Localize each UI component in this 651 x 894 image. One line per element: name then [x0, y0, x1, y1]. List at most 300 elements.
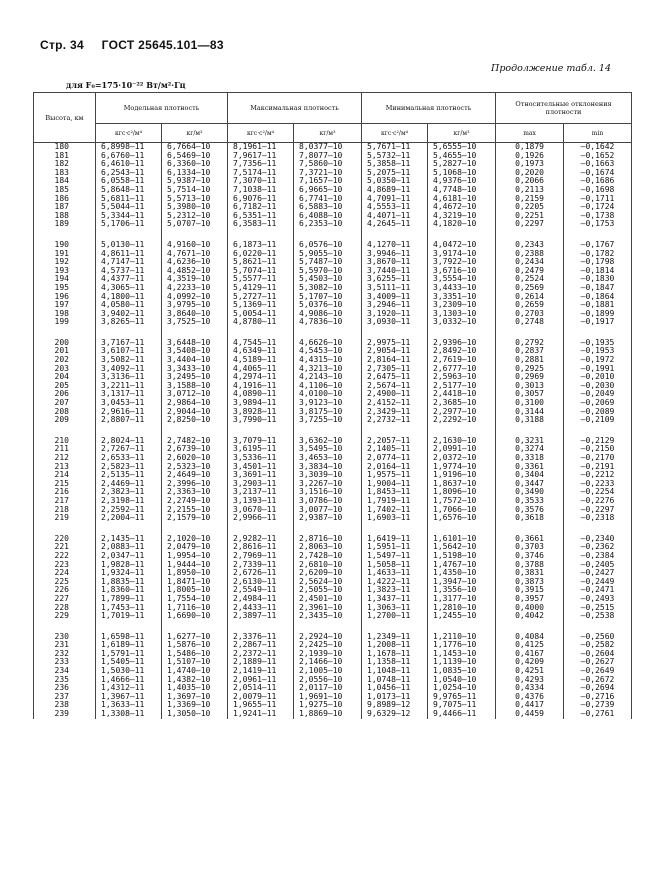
table-cell: 3,8670—11	[362, 258, 428, 267]
table-cell: 0,4125	[496, 641, 564, 650]
table-cell: 188	[34, 212, 96, 221]
table-cell: 1,3177—10	[428, 595, 496, 604]
table-cell: —0,1674	[564, 169, 632, 178]
table-cell: 5,6811—11	[96, 195, 162, 204]
table-cell: —0,1972	[564, 356, 632, 365]
table-cell: 0,3873	[496, 578, 564, 587]
table-cell: 2,6777—10	[428, 365, 496, 374]
table-cell: 2,8616—11	[228, 543, 294, 552]
table-cell: 1,9828—11	[96, 561, 162, 570]
table-cell: 4,4071—11	[362, 212, 428, 221]
table-cell: 3,1588—10	[162, 382, 228, 391]
table-cell: 4,1916—11	[228, 382, 294, 391]
table-cell: 2,9616—11	[96, 408, 162, 417]
table-cell: 7,5174—11	[228, 169, 294, 178]
table-cell: 0,4293	[496, 676, 564, 685]
table-body	[34, 143, 632, 719]
table-cell: 1,5497—11	[362, 552, 428, 561]
table-cell: —0,1830	[564, 275, 632, 284]
page-number: Стр. 34	[40, 38, 84, 52]
table-cell: 232	[34, 650, 96, 659]
table-cell: 2,2977—10	[428, 408, 496, 417]
table-row	[34, 416, 632, 425]
table-cell: 4,8689—11	[362, 186, 428, 195]
table-cell: 201	[34, 347, 96, 356]
table-cell: 2,0774—11	[362, 454, 428, 463]
table-cell: 2,8807—11	[96, 416, 162, 425]
table-cell: 3,9894—11	[228, 399, 294, 408]
table-cell: 5,5577—11	[228, 275, 294, 284]
table-cell: 0,1926	[496, 152, 564, 161]
table-cell: 1,9241—11	[228, 710, 294, 719]
table-cell: 1,4382—10	[162, 676, 228, 685]
table-cell: 1,2810—10	[428, 604, 496, 613]
table-cell: 5,5044—11	[96, 203, 162, 212]
table-cell: 6,8998—11	[96, 143, 162, 152]
table-cell: 3,8265—11	[96, 318, 162, 327]
table-cell: —0,2030	[564, 382, 632, 391]
table-cell: 0,2881	[496, 356, 564, 365]
table-cell: 2,9044—10	[162, 408, 228, 417]
table-cell: 3,8928—11	[228, 408, 294, 417]
table-cell: 1,5876—10	[162, 641, 228, 650]
table-cell: 3,4501—11	[228, 463, 294, 472]
table-cell: 3,5082—11	[96, 356, 162, 365]
table-cell: 5,4503—10	[294, 275, 362, 284]
table-cell: 206	[34, 390, 96, 399]
table-cell: 3,4009—11	[362, 293, 428, 302]
table-cell: 0,3746	[496, 552, 564, 561]
table-cell: 1,3967—11	[96, 693, 162, 702]
table-cell: 2,7619—10	[428, 356, 496, 365]
table-cell: 1,1048—11	[362, 667, 428, 676]
table-cell: 3,7922—10	[428, 258, 496, 267]
table-cell: 2,8716—10	[294, 523, 362, 544]
table-cell: 0,3447	[496, 480, 564, 489]
table-cell: 4,3065—11	[96, 284, 162, 293]
table-cell: —0,2739	[564, 701, 632, 710]
table-cell: —0,2276	[564, 497, 632, 506]
table-cell: 2,7428—10	[294, 552, 362, 561]
table-cell: 186	[34, 195, 96, 204]
table-cell: 0,2614	[496, 293, 564, 302]
table-cell: 2,3198—11	[96, 497, 162, 506]
table-cell: —0,1798	[564, 258, 632, 267]
table-cell: 2,2924—10	[294, 621, 362, 642]
table-cell: 3,9795—10	[162, 301, 228, 310]
table-cell: 9,7075—11	[428, 701, 496, 710]
table-cell: 2,3429—11	[362, 408, 428, 417]
table-cell: 196	[34, 293, 96, 302]
table-cell: 2,2867—11	[228, 641, 294, 650]
table-cell: 4,3219—10	[428, 212, 496, 221]
table-cell: 5,2075—11	[362, 169, 428, 178]
table-cell: 238	[34, 701, 96, 710]
gost-code: ГОСТ 25645.101—83	[101, 38, 224, 52]
table-cell: 0,1879	[496, 143, 564, 152]
table-cell: 211	[34, 445, 96, 454]
table-cell: 2,9966—11	[228, 514, 294, 523]
table-cell: 2,5323—10	[162, 463, 228, 472]
table-cell: 1,2700—11	[362, 612, 428, 621]
table-cell: 2,0347—11	[96, 552, 162, 561]
table-cell: 1,8869—10	[294, 710, 362, 719]
table-cell: 4,8780—11	[228, 318, 294, 327]
table-cell: 231	[34, 641, 96, 650]
table-cell: 2,6209—10	[294, 569, 362, 578]
table-cell: 7,5860—10	[294, 160, 362, 169]
table-cell: 3,7255—10	[294, 416, 362, 425]
table-cell: 3,5495—10	[294, 445, 362, 454]
table-cell: 3,9402—11	[96, 310, 162, 319]
table-row	[34, 220, 632, 229]
table-cell: 6,3583—11	[228, 220, 294, 229]
table-cell: 5,0376—10	[294, 301, 362, 310]
table-cell: 208	[34, 408, 96, 417]
table-cell: 1,3369—10	[162, 701, 228, 710]
table-cell: 2,8492—10	[428, 347, 496, 356]
table-cell: 2,0514—11	[228, 684, 294, 693]
table-cell: 1,0173—11	[362, 693, 428, 702]
table-cell: 4,8611—11	[96, 250, 162, 259]
table-cell: 198	[34, 310, 96, 319]
table-cell: 2,4501—10	[294, 595, 362, 604]
table-cell: 2,1889—11	[228, 658, 294, 667]
table-cell: 2,6739—10	[162, 445, 228, 454]
table-cell: 0,2479	[496, 267, 564, 276]
table-cell: 2,5549—11	[228, 586, 294, 595]
table-cell: 5,4655—10	[428, 152, 496, 161]
table-cell: 1,1678—11	[362, 650, 428, 659]
table-cell: 2,4433—11	[228, 604, 294, 613]
table-cell: 4,2143—10	[294, 373, 362, 382]
table-cell: 1,5951—11	[362, 543, 428, 552]
table-cell: 236	[34, 684, 96, 693]
table-cell: 2,2004—11	[96, 514, 162, 523]
table-cell: 1,6101—10	[428, 523, 496, 544]
table-cell: 4,3213—10	[294, 365, 362, 374]
table-cell: 0,4459	[496, 710, 564, 719]
table-cell: 2,3685—10	[428, 399, 496, 408]
table-cell: —0,2538	[564, 612, 632, 621]
table-cell: 1,5107—10	[162, 658, 228, 667]
table-cell: —0,1767	[564, 229, 632, 250]
table-cell: 1,8096—10	[428, 488, 496, 497]
table-cell: 4,0100—10	[294, 390, 362, 399]
table-cell: 1,0254—10	[428, 684, 496, 693]
table-cell: 5,9387—10	[162, 177, 228, 186]
table-cell: —0,1686	[564, 177, 632, 186]
table-cell: —0,1642	[564, 143, 632, 152]
unit-kg: кг/м³	[428, 124, 496, 143]
table-cell: 1,3823—11	[362, 586, 428, 595]
table-cell: 223	[34, 561, 96, 570]
table-cell: 5,1068—10	[428, 169, 496, 178]
table-cell: 233	[34, 658, 96, 667]
table-row	[34, 514, 632, 523]
table-cell: 6,6760—11	[96, 152, 162, 161]
table-cell: 0,4000	[496, 604, 564, 613]
table-cell: 6,0576—10	[294, 229, 362, 250]
table-cell: 4,6349—11	[228, 347, 294, 356]
table-cell: 1,9691—10	[294, 693, 362, 702]
table-cell: 0,2066	[496, 177, 564, 186]
table-cell: 2,3961—10	[294, 604, 362, 613]
table-cell: 1,6419—11	[362, 523, 428, 544]
table-cell: 5,0130—11	[96, 229, 162, 250]
table-cell: 5,6555—10	[428, 143, 496, 152]
table-cell: 0,2020	[496, 169, 564, 178]
table-cell: 4,2974—11	[228, 373, 294, 382]
col-min: min	[564, 124, 632, 143]
table-cell: 199	[34, 318, 96, 327]
table-cell: 0,2659	[496, 301, 564, 310]
table-cell: 2,9054—11	[362, 347, 428, 356]
table-cell: 2,2749—10	[162, 497, 228, 506]
table-cell: 5,8621—11	[228, 258, 294, 267]
table-cell: —0,1724	[564, 203, 632, 212]
table-cell: 213	[34, 463, 96, 472]
table-cell: 0,3788	[496, 561, 564, 570]
col-max-density: Максимальная плотность	[228, 93, 362, 124]
table-cell: 7,3070—11	[228, 177, 294, 186]
table-cell: 2,5963—10	[428, 373, 496, 382]
table-cell: 224	[34, 569, 96, 578]
table-cell: 1,6690—10	[162, 612, 228, 621]
table-cell: 1,3437—11	[362, 595, 428, 604]
table-cell: —0,1698	[564, 186, 632, 195]
table-cell: 0,4167	[496, 650, 564, 659]
table-cell: 7,9617—11	[228, 152, 294, 161]
table-cell: 1,9444—10	[162, 561, 228, 570]
table-cell: 1,3697—10	[162, 693, 228, 702]
table-cell: 8,1961—11	[228, 143, 294, 152]
table-cell: 6,0558—11	[96, 177, 162, 186]
table-cell: 3,1920—11	[362, 310, 428, 319]
table-cell: 3,0332—10	[428, 318, 496, 327]
table-cell: 185	[34, 186, 96, 195]
table-cell: 3,0712—10	[162, 390, 228, 399]
table-cell: 2,2592—11	[96, 506, 162, 515]
table-cell: —0,2694	[564, 684, 632, 693]
table-cell: 2,7267—11	[96, 445, 162, 454]
table-cell: 4,9086—10	[294, 310, 362, 319]
table-cell: 0,2569	[496, 284, 564, 293]
table-cell: —0,2049	[564, 390, 632, 399]
table-cell: 3,0786—10	[294, 497, 362, 506]
table-cell: 1,0540—10	[428, 676, 496, 685]
table-cell: 1,2455—10	[428, 612, 496, 621]
table-cell: 6,7182—11	[228, 203, 294, 212]
table-cell: —0,2191	[564, 463, 632, 472]
table-cell: 1,3063—11	[362, 604, 428, 613]
table-cell: 3,7079—11	[228, 425, 294, 446]
table-cell: 1,8360—11	[96, 586, 162, 595]
table-cell: 0,2205	[496, 203, 564, 212]
table-cell: 3,2946—11	[362, 301, 428, 310]
table-cell: 2,1005—10	[294, 667, 362, 676]
table-cell: 1,5791—11	[96, 650, 162, 659]
table-cell: 3,5111—11	[362, 284, 428, 293]
table-cell: 4,5453—10	[294, 347, 362, 356]
table-cell: 5,5713—10	[162, 195, 228, 204]
table-cell: 5,7074—11	[228, 267, 294, 276]
table-cell: 4,7671—10	[162, 250, 228, 259]
table-cell: 3,7525—10	[162, 318, 228, 327]
table-cell: 200	[34, 327, 96, 348]
table-cell: 2,4469—11	[96, 480, 162, 489]
table-cell: 5,0350—11	[362, 177, 428, 186]
table-cell: 2,5674—11	[362, 382, 428, 391]
table-cell: 2,6726—11	[228, 569, 294, 578]
table-cell: 6,1873—11	[228, 229, 294, 250]
table-cell: 0,3618	[496, 514, 564, 523]
table-cell: 9,9765—11	[428, 693, 496, 702]
table-cell: 237	[34, 693, 96, 702]
table-cell: 2,9975—11	[362, 327, 428, 348]
table-cell: 6,9665—10	[294, 186, 362, 195]
table-cell: 5,5732—11	[362, 152, 428, 161]
table-cell: 2,0991—10	[428, 445, 496, 454]
table-cell: 5,1369—11	[228, 301, 294, 310]
table-cell: 190	[34, 229, 96, 250]
table-cell: 2,5177—10	[428, 382, 496, 391]
table-cell: 2,1020—10	[162, 523, 228, 544]
table-cell: 6,2543—11	[96, 169, 162, 178]
table-cell: 0,4334	[496, 684, 564, 693]
table-cell: 0,3915	[496, 586, 564, 595]
table-cell: 6,9076—11	[228, 195, 294, 204]
table-cell: 3,2495—10	[162, 373, 228, 382]
table-cell: —0,2069	[564, 399, 632, 408]
table-cell: —0,2716	[564, 693, 632, 702]
table-row	[34, 327, 632, 348]
table-cell: 0,2159	[496, 195, 564, 204]
table-cell: 6,1334—10	[162, 169, 228, 178]
table-cell: 1,7554—10	[162, 595, 228, 604]
table-cell: 5,5970—10	[294, 267, 362, 276]
table-cell: 2,9387—10	[294, 514, 362, 523]
table-cell: 2,5135—11	[96, 471, 162, 480]
table-cell: 2,0079—11	[228, 693, 294, 702]
table-cell: 0,3490	[496, 488, 564, 497]
table-cell: 2,9396—10	[428, 327, 496, 348]
table-cell: 1,7019—11	[96, 612, 162, 621]
table-cell: 3,7990—11	[228, 416, 294, 425]
table-cell: 1,7899—11	[96, 595, 162, 604]
table-cell: —0,1663	[564, 160, 632, 169]
table-cell: 3,3834—10	[294, 463, 362, 472]
table-cell: 3,0077—10	[294, 506, 362, 515]
table-cell: 2,3823—11	[96, 488, 162, 497]
table-cell: 5,3344—11	[96, 212, 162, 221]
table-cell: 184	[34, 177, 96, 186]
table-cell: 4,9160—10	[162, 229, 228, 250]
table-cell: 4,4377—11	[96, 275, 162, 284]
table-cell: 2,6533—11	[96, 454, 162, 463]
table-cell: 0,4251	[496, 667, 564, 676]
table-cell: 216	[34, 488, 96, 497]
table-cell: 2,1466—10	[294, 658, 362, 667]
table-cell: 2,2292—10	[428, 416, 496, 425]
table-cell: 0,2251	[496, 212, 564, 221]
table-cell: 3,1317—11	[96, 390, 162, 399]
table-cell: 217	[34, 497, 96, 506]
table-cell: 1,1776—10	[428, 641, 496, 650]
table-cell: 5,7514—10	[162, 186, 228, 195]
table-cell: 1,8471—10	[162, 578, 228, 587]
table-cell: —0,2427	[564, 569, 632, 578]
table-cell: 3,9946—11	[362, 250, 428, 259]
table-cell: 2,2057—11	[362, 425, 428, 446]
table-cell: 0,3100	[496, 399, 564, 408]
table-cell: 3,0670—11	[228, 506, 294, 515]
table-cell: —0,2384	[564, 552, 632, 561]
table-cell: 1,9954—10	[162, 552, 228, 561]
table-cell: 9,8989—12	[362, 701, 428, 710]
table-cell: 3,6107—11	[96, 347, 162, 356]
table-cell: 1,6598—11	[96, 621, 162, 642]
table-cell: 220	[34, 523, 96, 544]
table-cell: 0,3361	[496, 463, 564, 472]
col-rel-dev: Относительные отклонения плотности	[496, 93, 632, 124]
table-cell: 4,2233—10	[162, 284, 228, 293]
table-cell: 0,3318	[496, 454, 564, 463]
table-cell: 4,2645—11	[362, 220, 428, 229]
table-cell: 1,7402—11	[362, 506, 428, 515]
table-row	[34, 425, 632, 446]
table-cell: —0,1917	[564, 318, 632, 327]
table-cell: 1,5405—11	[96, 658, 162, 667]
table-cell: 2,3376—11	[228, 621, 294, 642]
table-cell: —0,2471	[564, 586, 632, 595]
unit-kgs: кгс·с²/м⁴	[362, 124, 428, 143]
table-cell: 2,5624—10	[294, 578, 362, 587]
table-cell: 1,8637—10	[428, 480, 496, 489]
table-cell: —0,1935	[564, 327, 632, 348]
unit-kgs: кгс·с²/м⁴	[228, 124, 294, 143]
table-cell: 2,0479—10	[162, 543, 228, 552]
table-cell: 1,5058—11	[362, 561, 428, 570]
table-cell: 4,0992—10	[162, 293, 228, 302]
table-cell: 1,4222—11	[362, 578, 428, 587]
table-cell: 1,7453—11	[96, 604, 162, 613]
table-cell: 1,0748—11	[362, 676, 428, 685]
table-cell: 0,2925	[496, 365, 564, 374]
table-cell: 2,4152—11	[362, 399, 428, 408]
table-cell: 0,3231	[496, 425, 564, 446]
table-cell: —0,1652	[564, 152, 632, 161]
table-cell: 1,3947—10	[428, 578, 496, 587]
table-cell: —0,1899	[564, 310, 632, 319]
table-cell: 0,3274	[496, 445, 564, 454]
table-cell: 4,6626—10	[294, 327, 362, 348]
table-cell: 0,3057	[496, 390, 564, 399]
table-cell: 0,2113	[496, 186, 564, 195]
table-cell: 0,4084	[496, 621, 564, 642]
table-cell: 4,5189—11	[228, 356, 294, 365]
table-cell: —0,1711	[564, 195, 632, 204]
table-cell: 1,4767—10	[428, 561, 496, 570]
table-cell: 1,8835—11	[96, 578, 162, 587]
table-cell: 1,4666—11	[96, 676, 162, 685]
table-cell: 0,3703	[496, 543, 564, 552]
table-cell: 3,1303—10	[428, 310, 496, 319]
table-cell: 3,5554—10	[428, 275, 496, 284]
table-cell: 1,4035—10	[162, 684, 228, 693]
table-cell: 2,9864—10	[162, 399, 228, 408]
table-cell: 0,3957	[496, 595, 564, 604]
